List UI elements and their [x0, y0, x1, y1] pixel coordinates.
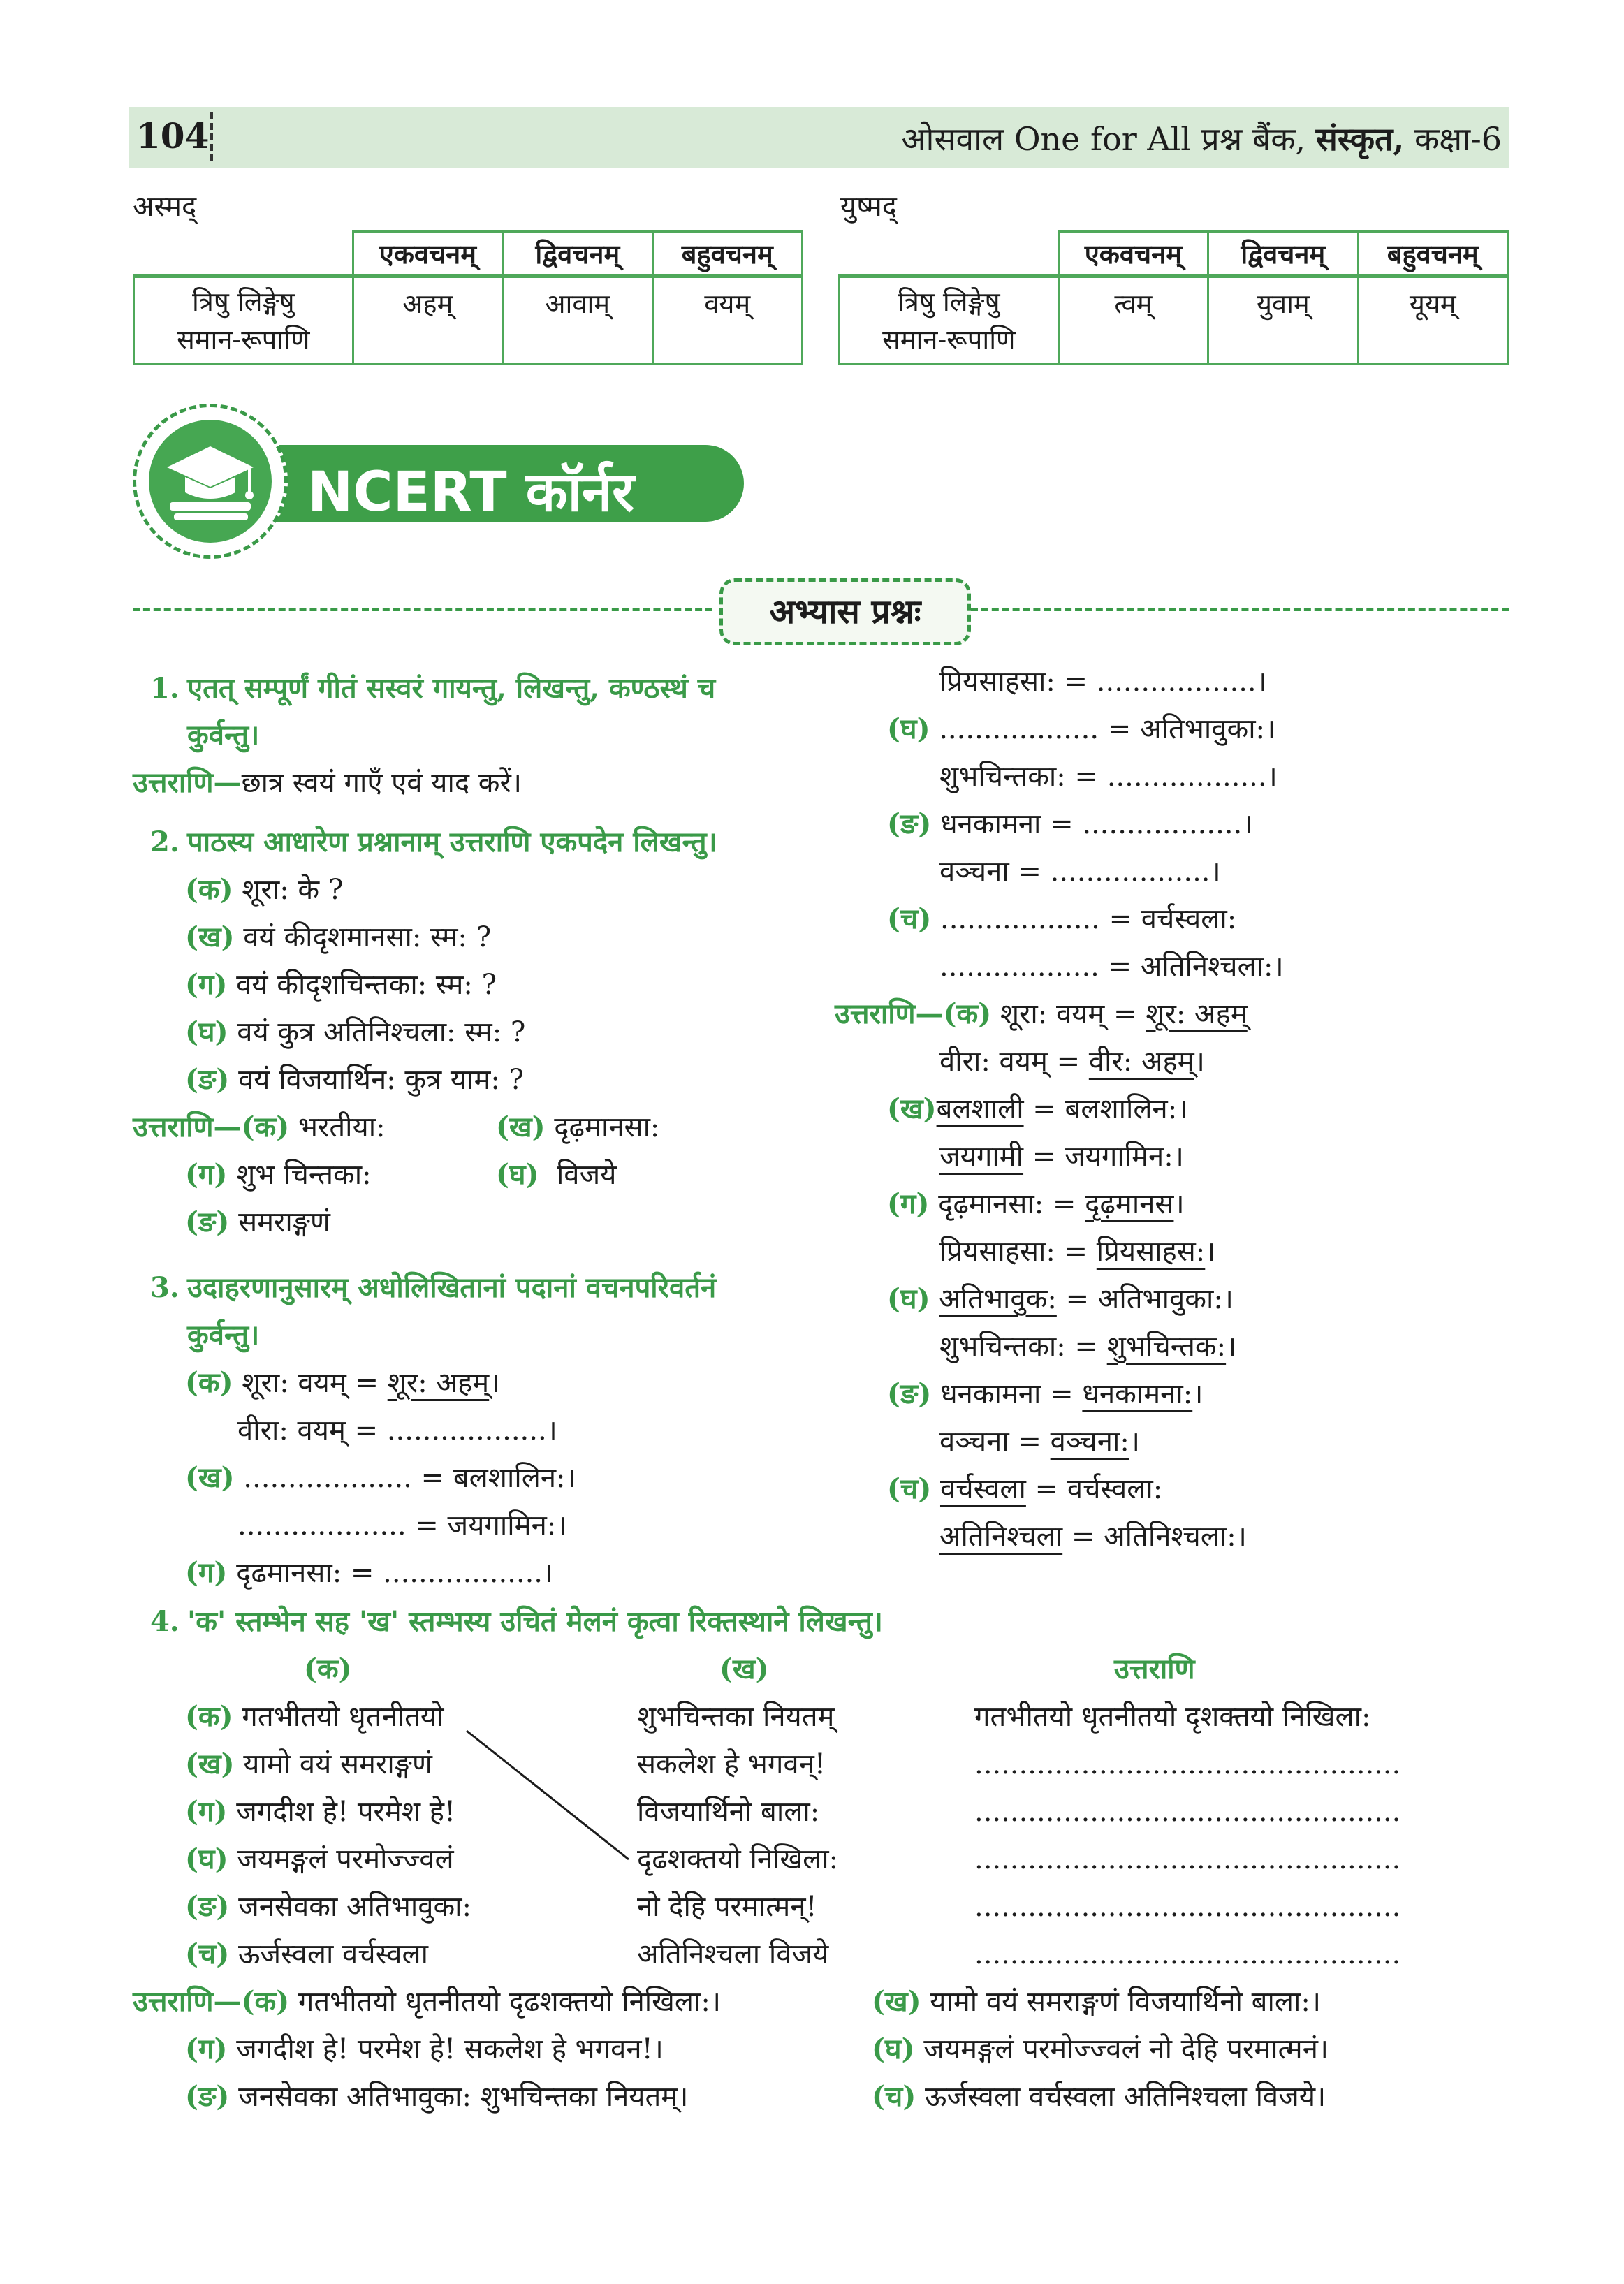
q3-answer-gha-1: (घ) अतिभावुक: = अतिभावुका:। — [887, 1282, 1234, 1315]
q3-text-line2: कुर्वन्तु। — [187, 1319, 260, 1352]
q4-row-cha-b: अतिनिश्चला विजये — [637, 1938, 829, 1970]
q3-answer-nga-2: वञ्चना = वञ्चना:। — [939, 1426, 1140, 1458]
ncert-badge — [133, 404, 288, 559]
list-item: (ङ) वयं विजयार्थिन: कुत्र याम: ? — [185, 1063, 525, 1096]
table-cell: युवाम् — [1208, 277, 1358, 365]
q4-row-ga-a: (ग) जगदीश हे! परमेश हे! — [185, 1795, 456, 1828]
list-item: (घ) वयं कुत्र अतिनिश्चला: स्म: ? — [185, 1016, 526, 1048]
yushmad-table — [838, 230, 1509, 365]
header-dvivachanam: द्विवचनम् — [503, 232, 652, 277]
q1-text-line1: एतत् सम्पूर्णं गीतं सस्वरं गायन्तु, लिखन्तु, कण्ठस्थं च — [187, 672, 716, 705]
q3-item-ga-2: प्रियसाहसा: = ..................। — [939, 666, 1267, 698]
q1-number: 1. — [150, 672, 180, 705]
q4-answer-kha: (ख) यामो वयं समराङ्गणं विजयार्थिनो बाला:। — [872, 1985, 1321, 2018]
matching-line — [461, 1725, 636, 1865]
table-cell: वयम् — [652, 277, 803, 365]
blank-header-cell — [840, 232, 1059, 277]
q4-col-answer-header: उत्तराणि — [1114, 1653, 1195, 1685]
q3-item-ga-1: (ग) दृढमानसा: = ..................। — [185, 1556, 554, 1589]
q4-row-kha-a: (ख) यामो वयं समराङ्गणं — [185, 1748, 432, 1780]
q4-row-gha-answer: ................................................ — [974, 1843, 1401, 1875]
q3-item-ka-1: (क) शूरा: वयम् = शूर: अहम्। — [185, 1366, 500, 1399]
header-bahuvachanam: बहुवचनम् — [652, 232, 803, 277]
q4-row-ga-b: विजयार्थिनो बाला: — [637, 1796, 820, 1828]
graduation-cap-icon — [149, 420, 272, 543]
page-header — [129, 107, 1509, 168]
header-ekavachanam: एकवचनम् — [353, 232, 503, 277]
q4-row-cha-answer: ................................................ — [974, 1938, 1401, 1970]
q4-row-ga-answer: ................................................ — [974, 1796, 1401, 1828]
q4-row-gha-a: (घ) जयमङ्गलं परमोज्ज्वलं — [185, 1843, 454, 1875]
q3-item-kha-2: ................... = जयगामिन:। — [237, 1509, 567, 1542]
q2-answer-kha: (ख) दृढ़मानसा: — [496, 1111, 660, 1143]
q3-answer-ka-2: वीरा: वयम् = वीर: अहम्। — [939, 1046, 1205, 1078]
q4-answer-ga: (ग) जगदीश हे! परमेश हे! सकलेश हे भगवन!। — [185, 2033, 664, 2065]
q2-answer-ga: (ग) शुभ चिन्तका: — [185, 1158, 372, 1191]
q3-item-nga-1: (ङ) धनकामना = ..................। — [887, 807, 1253, 840]
q3-item-cha-2: .................. = अतिनिश्चला:। — [939, 951, 1284, 983]
ncert-corner-title: NCERT कॉर्नर — [307, 461, 635, 524]
q4-row-nga-a: (ङ) जनसेवका अतिभावुका: — [185, 1890, 472, 1923]
q4-answer-ka: उत्तराणि—(क) गतभीतयो धृतनीतयो दृढशक्तयो निखिला:। — [133, 1985, 721, 2018]
q4-row-gha-b: दृढशक्तयो निखिला: — [637, 1843, 839, 1875]
q2-answer-ka: उत्तराणि—(क) भरतीया: — [133, 1111, 386, 1143]
q4-row-ka-a: (क) गतभीतयो धृतनीतयो — [185, 1700, 444, 1733]
q2-answer-nga: (ङ) समराङ्गणं — [185, 1206, 330, 1238]
q4-number: 4. — [150, 1605, 180, 1638]
divider-right — [971, 608, 1509, 611]
table-cell: आवाम् — [503, 277, 652, 365]
q4-col-ka-header: (क) — [304, 1653, 352, 1685]
header-bahuvachanam: बहुवचनम् — [1358, 232, 1508, 277]
q4-row-ka-b: शुभचिन्तका नियतम् — [637, 1701, 835, 1733]
q3-answer-ga-1: (ग) दृढ़मानसा: = दृढ़मानस। — [887, 1187, 1185, 1220]
q4-row-ka-answer: गतभीतयो धृतनीतयो दृशक्तयो निखिला: — [974, 1701, 1371, 1733]
abhyas-prashna-title: अभ्यास प्रश्नः — [719, 578, 971, 645]
q4-text: 'क' स्तम्भेन सह 'ख' स्तम्भस्य उचितं मेलनं कृत्वा रिक्तस्थाने लिखन्तु। — [187, 1605, 883, 1638]
q4-row-kha-b: सकलेश हे भगवन्! — [637, 1748, 826, 1780]
list-item: (ग) वयं कीदृशचिन्तका: स्म: ? — [185, 968, 497, 1001]
divider-left — [133, 608, 712, 611]
list-item: (क) शूरा: के ? — [185, 873, 344, 906]
q4-row-nga-b: नो देहि परमात्मन्! — [637, 1891, 817, 1923]
q3-answer-kha-1: (ख)बलशाली = बलशालिन:। — [887, 1092, 1188, 1125]
page-number: 104 — [136, 115, 210, 156]
table-cell: त्वम् — [1058, 277, 1208, 365]
q2-number: 2. — [150, 826, 180, 858]
q3-number: 3. — [150, 1271, 180, 1304]
header-separator — [210, 112, 213, 161]
q3-item-kha-1: (ख) ................... = बलशालिन:। — [185, 1461, 576, 1494]
q3-item-gha-1: (घ) .................. = अतिभावुका:। — [887, 712, 1276, 745]
blank-header-cell — [134, 232, 353, 277]
q3-item-gha-2: शुभचिन्तका: = ..................। — [939, 761, 1278, 793]
q3-item-ka-2: वीरा: वयम् = ..................। — [237, 1414, 557, 1447]
list-item: (ख) वयं कीदृशमानसा: स्म: ? — [185, 921, 492, 953]
q1-text-line2: कुर्वन्तु। — [187, 719, 260, 752]
q3-answer-ka-1: उत्तराणि—(क) शूरा: वयम् = शूर: अहम् — [835, 997, 1248, 1030]
q3-item-nga-2: वञ्चना = ..................। — [939, 856, 1221, 888]
row-label: त्रिषु लिङ्गेषु समान-रूपाणि — [840, 277, 1059, 365]
table-cell: यूयम् — [1358, 277, 1508, 365]
q3-answer-cha-2: अतिनिश्चला = अतिनिश्चला:। — [939, 1521, 1247, 1553]
q4-row-cha-a: (च) ऊर्जस्वला वर्चस्वला — [185, 1938, 428, 1970]
asmad-label: अस्मद् — [133, 191, 197, 223]
q4-answer-cha: (च) ऊर्जस्वला वर्चस्वला अतिनिश्चला विजये। — [872, 2080, 1326, 2113]
q4-row-kha-answer: ................................................ — [974, 1748, 1401, 1780]
q3-text-line1: उदाहरणानुसारम् अधोलिखितानां पदानां वचनपरिवर्तनं — [187, 1271, 717, 1304]
q3-answer-ga-2: प्रियसाहसा: = प्रियसाहस:। — [939, 1236, 1216, 1268]
yushmad-label: युष्मद् — [840, 191, 897, 223]
q4-answer-nga: (ङ) जनसेवका अतिभावुका: शुभचिन्तका नियतम्। — [185, 2080, 689, 2113]
header-dvivachanam: द्विवचनम् — [1208, 232, 1358, 277]
q4-row-nga-answer: ................................................ — [974, 1891, 1401, 1923]
q4-col-kha-header: (ख) — [719, 1653, 769, 1685]
row-label: त्रिषु लिङ्गेषु समान-रूपाणि — [134, 277, 353, 365]
q3-answer-cha-1: (च) वर्चस्वला = वर्चस्वला: — [887, 1472, 1163, 1505]
book-title: ओसवाल One for All प्रश्न बैंक, संस्कृत, कक्षा-6 — [901, 120, 1502, 158]
q3-answer-nga-1: (ङ) धनकामना = धनकामना:। — [887, 1377, 1204, 1410]
table-cell: अहम् — [353, 277, 503, 365]
q3-answer-gha-2: शुभचिन्तका: = शुभचिन्तक:। — [939, 1331, 1237, 1363]
q2-text: पाठस्य आधारेण प्रश्नानाम् उत्तराणि एकपदेन लिखन्तु। — [187, 826, 717, 858]
header-ekavachanam: एकवचनम् — [1058, 232, 1208, 277]
q4-answer-gha: (घ) जयमङ्गलं परमोज्ज्वलं नो देहि परमात्मनं। — [872, 2033, 1329, 2065]
q1-answer: उत्तराणि—छात्र स्वयं गाएँ एवं याद करें। — [133, 766, 522, 799]
q2-answer-gha: (घ) विजये — [496, 1158, 617, 1191]
q3-item-cha-1: (च) .................. = वर्चस्वला: — [887, 902, 1237, 935]
asmad-table — [133, 230, 803, 365]
q3-answer-kha-2: जयगामी = जयगामिन:। — [939, 1141, 1184, 1173]
